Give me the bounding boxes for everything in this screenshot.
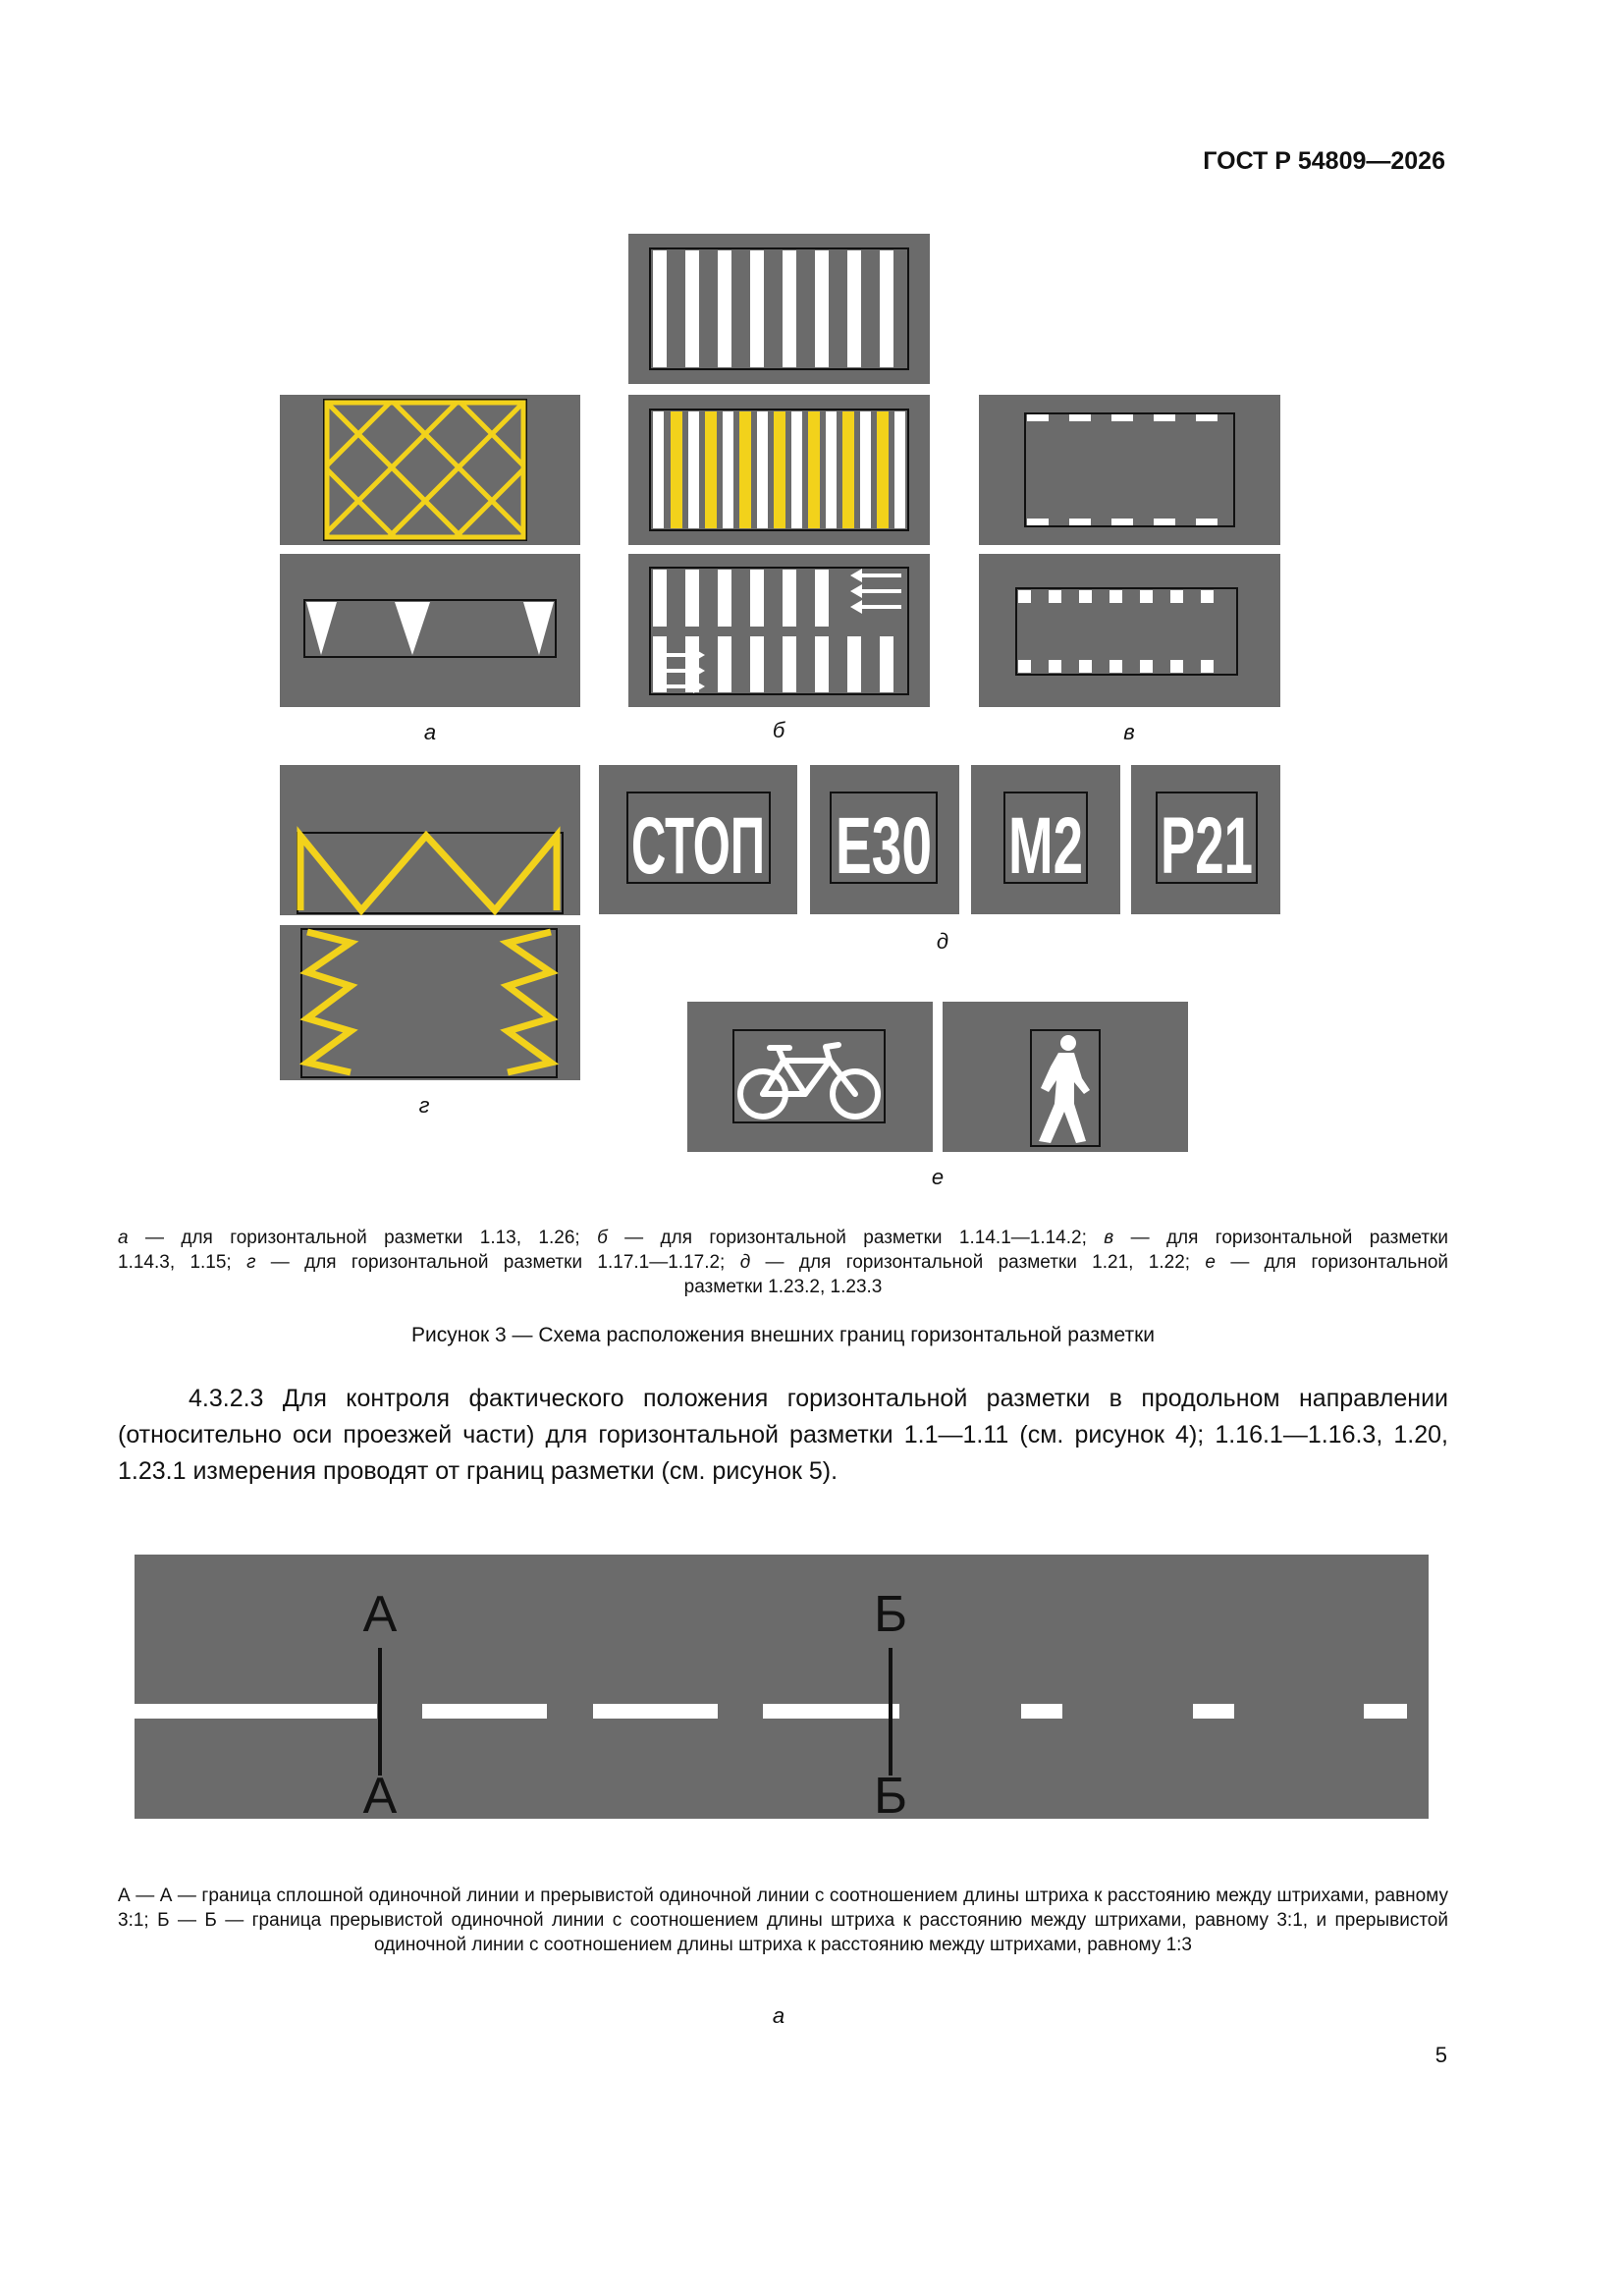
lane-line-marks: [135, 1704, 1407, 1719]
figure-3-caption: Рисунок 3 — Схема расположения внешних границ горизонтальной разметки: [411, 1324, 1155, 1346]
yellow-zigzag-marking: [280, 765, 580, 915]
give-way-triangles-marking: [280, 554, 580, 707]
yellow-white-zebra-marking: [628, 395, 930, 545]
legend-key-e: е: [1205, 1252, 1216, 1273]
marking-panel-d-e30: [810, 765, 959, 914]
marking-panel-b1: [628, 234, 930, 384]
arrows-right-icon: [656, 648, 705, 693]
sublabel-v: в: [1123, 720, 1135, 744]
marking-panel-a1: [280, 395, 580, 545]
marking-panel-d-r21: [1131, 765, 1280, 914]
label-a-top: А: [362, 1586, 398, 1643]
figure-4-legend: [118, 1884, 1448, 1957]
marking-panel-b3: [628, 554, 930, 707]
square-dashed-box-marking: [979, 554, 1280, 707]
legend-text-d: — для горизонтальной разметки 1.21, 1.22;: [750, 1252, 1206, 1273]
legend-key-g: г: [246, 1252, 256, 1273]
bicycle-icon: [687, 1002, 933, 1152]
marking-panel-b2: [628, 395, 930, 545]
marking-panel-g2: [280, 925, 580, 1080]
arrows-left-icon: [850, 569, 901, 614]
dashed-box-marking: [979, 395, 1280, 545]
zebra-crossing-marking: [628, 234, 930, 384]
legend-key-b: б: [597, 1228, 608, 1248]
yellow-vertical-zigzag-marking: [280, 925, 580, 1080]
legend-text-a: — для горизонтальной разметки 1.13, 1.26;: [128, 1228, 598, 1248]
zebra-with-arrows-marking: [628, 554, 930, 707]
marking-panel-a2: [280, 554, 580, 707]
text-marking-frame: [810, 765, 959, 914]
paragraph-4-3-2-3: [118, 1381, 1448, 1490]
figure-4-legend-text: А — А — граница сплошной одиночной линии и прерывистой одиночной линии с соотношением длины штриха к расстоянию между штрихами, равному 3:1; Б — Б — граница прерывистой одиночной линии с соотношением длины штриха к расстоянию между штрихами, равному 3:1, и прерывистой одиночной линии с соотношением длины штриха к расстоянию между штрихами, равному 1:3: [118, 1886, 1448, 1955]
figure-3-legend-line2: [118, 1250, 1448, 1275]
marking-panel-d-stop: [599, 765, 797, 914]
marking-text-stop: СТОП: [631, 801, 765, 891]
legend-text-e-2: разметки 1.23.2, 1.23.3: [683, 1277, 883, 1297]
marking-panel-v1: [979, 395, 1280, 545]
legend-text-g: — для горизонтальной разметки 1.17.1—1.17.2;: [255, 1252, 740, 1273]
pedestrian-icon: [943, 1002, 1188, 1152]
label-b-top: Б: [873, 1586, 908, 1643]
figure-4-sublabel-a: а: [772, 2003, 785, 2028]
label-a-bottom: А: [362, 1768, 398, 1825]
page-number: 5: [1434, 2043, 1447, 2067]
marking-panel-d-m2: [971, 765, 1120, 914]
sublabel-a: а: [423, 720, 437, 744]
marking-text-r21: Р21: [1161, 801, 1253, 891]
legend-key-a: а: [118, 1228, 129, 1248]
sublabel-d: д: [936, 929, 949, 954]
figure-3-legend: [118, 1226, 1448, 1250]
marking-panel-e-pedestrian: [943, 1002, 1188, 1152]
yellow-box-junction-marking: [280, 395, 580, 545]
figure-3-legend-line3: [118, 1275, 1448, 1299]
text-marking-frame: [599, 765, 797, 914]
legend-key-d: д: [739, 1252, 751, 1273]
figure-4-road-panel: [135, 1555, 1429, 1825]
road-dashed-line-diagram: [135, 1555, 1429, 1825]
document-header: ГОСТ Р 54809—2026: [1203, 147, 1445, 175]
legend-key-v: в: [1104, 1228, 1114, 1248]
text-marking-frame: [971, 765, 1120, 914]
legend-text-v-1: — для горизонтальной разметки: [1113, 1228, 1448, 1248]
legend-text-e-1: — для горизонтальной: [1215, 1252, 1448, 1273]
marking-text-e30: Е30: [836, 801, 932, 891]
sublabel-g: г: [418, 1093, 430, 1118]
label-b-bottom: Б: [873, 1768, 908, 1825]
marking-text-m2: М2: [1008, 801, 1083, 891]
marking-panel-e-bicycle: [687, 1002, 933, 1152]
marking-panel-g1: [280, 765, 580, 915]
legend-text-b: — для горизонтальной разметки 1.14.1—1.14.2;: [607, 1228, 1105, 1248]
paragraph-text: 4.3.2.3 Для контроля фактического положения горизонтальной разметки в продольном направлении (относительно оси проезжей части) для горизонтальной разметки 1.1—1.11 (см. рисунок 4); 1.16.1—1.16.3, 1.20, 1.23.1 измерения проводят от границ разметки (см. рисунок 5).: [118, 1385, 1448, 1485]
text-marking-frame: [1131, 765, 1280, 914]
marking-panel-v2: [979, 554, 1280, 707]
sublabel-b: б: [772, 718, 785, 742]
legend-text-v-2: 1.14.3, 1.15;: [118, 1252, 247, 1273]
sublabel-e: е: [931, 1165, 945, 1189]
